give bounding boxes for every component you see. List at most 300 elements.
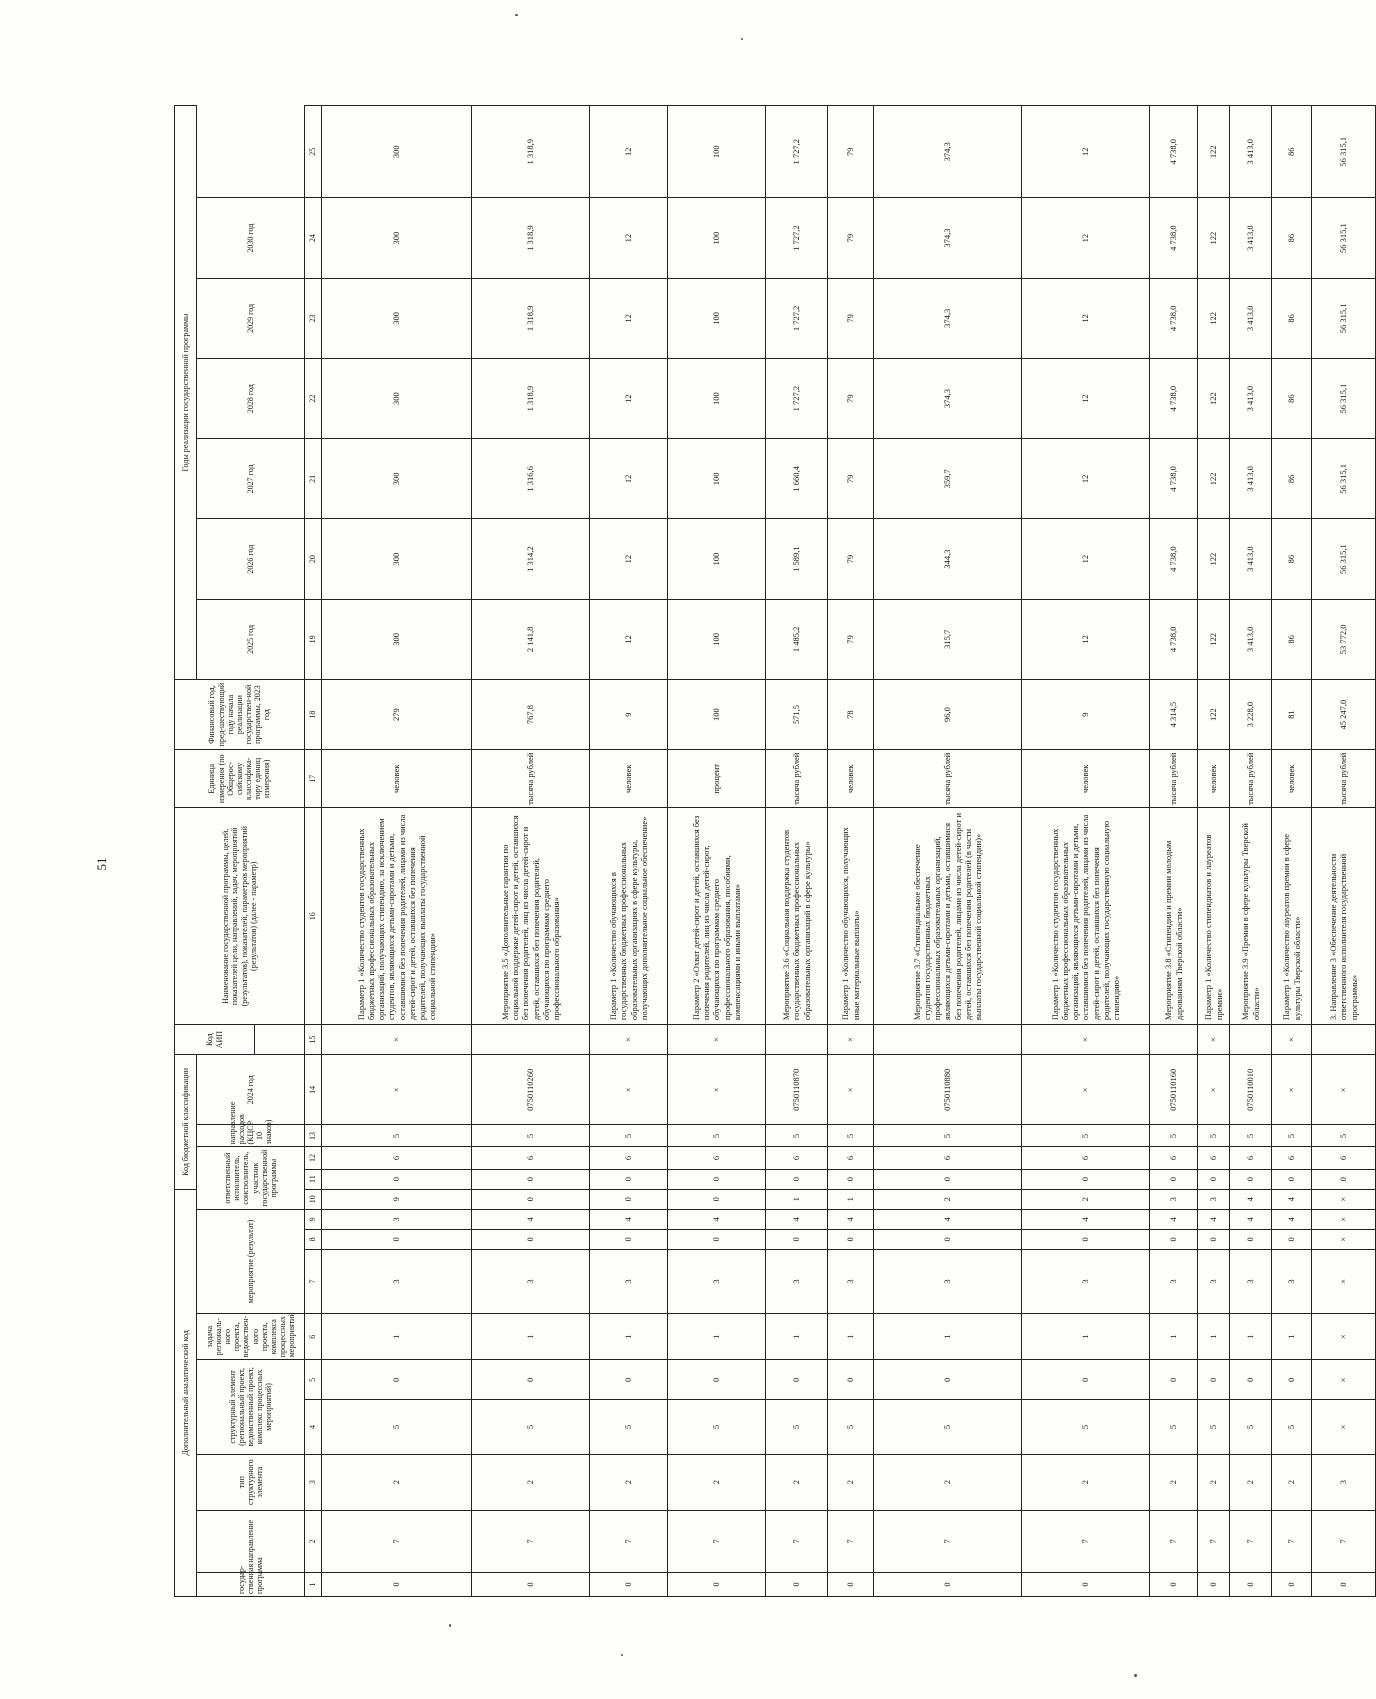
year-value-cell: 4 738,0 <box>1150 439 1198 519</box>
code-cell: × <box>1272 1055 1312 1125</box>
code-cell: 0 <box>1022 1169 1150 1189</box>
year-value-cell: 56 315,1 <box>1312 439 1376 519</box>
name-header: Наименование государственной программы, целей, показателей цели, направлений, задач, мероприятий (результатов), показателей, параметров мероприятий (результатов) (далее - параметр) <box>175 808 305 1025</box>
column-number-cell: 12 <box>305 1147 322 1169</box>
year-2028-header: 2028 год <box>197 358 305 438</box>
rotated-table-container <box>174 105 1359 1597</box>
year-2030-header: 2030 год <box>197 198 305 278</box>
year-2029-header: 2029 год <box>197 278 305 358</box>
code-cell: 7 <box>766 1510 828 1572</box>
year-value-cell: 122 <box>1198 519 1230 599</box>
code-cell: 0 <box>1272 1169 1312 1189</box>
code-cell: 5 <box>1312 1125 1376 1147</box>
code-cell: 0 <box>1150 1572 1198 1596</box>
year-value-cell: 56 315,1 <box>1312 278 1376 358</box>
code-cell: 0 <box>1312 1572 1376 1596</box>
code-cell: × <box>1272 1025 1312 1055</box>
code-cell: 6 <box>590 1147 668 1169</box>
year-value-cell: 122 <box>1198 599 1230 679</box>
code-cell: 0 <box>1312 1169 1376 1189</box>
additional-code-header: Дополнительный аналитический код <box>175 1189 197 1596</box>
code-cell: 0 <box>472 1229 590 1249</box>
year-value-cell: 56 315,1 <box>1312 198 1376 278</box>
code-cell: 6 <box>1272 1147 1312 1169</box>
code-cell: × <box>590 1055 668 1125</box>
unit-cell: тысяча рублей <box>1312 750 1376 808</box>
unit-cell: человек <box>828 750 874 808</box>
base-year-value-cell: 279 <box>322 679 472 749</box>
year-value-cell: 1 318,9 <box>472 106 590 198</box>
column-number-cell: 4 <box>305 1400 322 1454</box>
year-value-cell: 1 727,2 <box>766 358 828 438</box>
row-name-cell: Мероприятие 3.9 «Премии в сфере культуры Тверской области» <box>1230 808 1272 1025</box>
code-cell: 2 <box>1150 1454 1198 1510</box>
code-cell: 7 <box>590 1510 668 1572</box>
gp-header: государ-ственная программа <box>197 1572 305 1596</box>
code-cell: 7 <box>1150 1510 1198 1572</box>
code-cell: × <box>1312 1189 1376 1209</box>
code-cell: 2 <box>590 1454 668 1510</box>
code-cell: 0 <box>766 1229 828 1249</box>
code-cell: 1 <box>668 1314 766 1360</box>
code-cell: 0 <box>668 1360 766 1400</box>
year-value-cell: 3 413,0 <box>1230 278 1272 358</box>
column-number-cell: 6 <box>305 1314 322 1360</box>
code-cell: 0 <box>874 1169 1022 1189</box>
column-number-cell: 19 <box>305 599 322 679</box>
year-value-cell: 79 <box>828 278 874 358</box>
code-cell: × <box>668 1055 766 1125</box>
code-cell: 0 <box>1272 1229 1312 1249</box>
table-row <box>1312 106 1376 1597</box>
year-value-cell: 3 413,0 <box>1230 439 1272 519</box>
year-value-cell: 79 <box>828 198 874 278</box>
year-2027-header: 2027 год <box>197 439 305 519</box>
code-cell: 4 <box>1022 1209 1150 1229</box>
code-cell: 3 <box>1312 1454 1376 1510</box>
code-cell: × <box>590 1025 668 1055</box>
year-value-cell: 100 <box>668 198 766 278</box>
row-name-cell: Параметр 1 «Количество лауреатов премии в сфере культуры Тверской области» <box>1272 808 1312 1025</box>
year-value-cell: 3 413,0 <box>1230 358 1272 438</box>
code-cell: 0 <box>874 1572 1022 1596</box>
scan-speck <box>1134 1674 1137 1677</box>
year-2024-header: 2024 год <box>197 1055 305 1125</box>
year-value-cell: 56 315,1 <box>1312 519 1376 599</box>
unit-cell: процент <box>668 750 766 808</box>
scan-speck <box>449 1624 451 1627</box>
code-cell <box>1312 1025 1376 1055</box>
code-cell: 5 <box>1022 1400 1150 1454</box>
year-value-cell: 86 <box>1272 358 1312 438</box>
code-cell: 5 <box>322 1125 472 1147</box>
table-row <box>1230 106 1272 1597</box>
code-cell: × <box>1198 1025 1230 1055</box>
code-cell: 1 <box>874 1314 1022 1360</box>
code-cell: 2 <box>668 1454 766 1510</box>
column-number-cell: 24 <box>305 198 322 278</box>
year-2025-header: 2025 год <box>197 599 305 679</box>
base-year-value-cell: 4 314,5 <box>1150 679 1198 749</box>
column-number-cell: 11 <box>305 1169 322 1189</box>
year-value-cell: 300 <box>322 439 472 519</box>
column-number-cell: 5 <box>305 1360 322 1400</box>
code-cell: 1 <box>472 1314 590 1360</box>
year-value-cell: 100 <box>668 599 766 679</box>
direction-header: направление <box>197 1510 305 1572</box>
code-cell: 2 <box>828 1454 874 1510</box>
code-cell: 5 <box>1150 1400 1198 1454</box>
year-value-cell: 122 <box>1198 358 1230 438</box>
year-value-cell: 86 <box>1272 278 1312 358</box>
row-name-cell: Мероприятие 3.5 «Дополнительные гарантии по социальной поддержке детей-сирот и детей, оставшихся без попечения родителей, лиц из числа детей-сирот и детей, оставшихся без попечения родителей, обучающихся по программам среднего профессионального образования» <box>472 808 590 1025</box>
year-value-cell: 4 738,0 <box>1150 358 1198 438</box>
code-cell: 5 <box>1022 1125 1150 1147</box>
code-cell: 4 <box>1272 1209 1312 1229</box>
code-cell: 0 <box>1022 1360 1150 1400</box>
row-name-cell: Мероприятие 3.7 «Стипендиальное обеспечение студентов государственных бюджетных профессиональных образовательных организаций, являющихся детьми-сиротами и детьми, оставшимися без попечения родителей, лицами из числа детей-сирот и детей, оставшихся без попечения родителей (в части выплаты государственной социальной стипендии)» <box>874 808 1022 1025</box>
code-cell: 3 <box>668 1249 766 1313</box>
year-value-cell: 79 <box>828 599 874 679</box>
code-cell: × <box>322 1025 472 1055</box>
year-value-cell: 1 727,2 <box>766 106 828 198</box>
code-cell: 0 <box>828 1229 874 1249</box>
base-year-header: Финансовый год, пред-шествующий году начала реализации государствен-ной программы, 2023 год <box>175 679 305 749</box>
code-cell: 0 <box>590 1229 668 1249</box>
code-cell: 2 <box>322 1454 472 1510</box>
column-number-cell: 7 <box>305 1249 322 1313</box>
code-cell: 4 <box>1150 1209 1198 1229</box>
base-year-value-cell: 9 <box>590 679 668 749</box>
code-cell: 0 <box>828 1169 874 1189</box>
code-cell: 0 <box>590 1360 668 1400</box>
code-cell: 0 <box>828 1572 874 1596</box>
code-cell: 5 <box>828 1400 874 1454</box>
code-cell: 6 <box>828 1147 874 1169</box>
code-cell: 0 <box>1230 1572 1272 1596</box>
code-cell: 0 <box>828 1360 874 1400</box>
year-value-cell: 79 <box>828 106 874 198</box>
code-cell: 5 <box>668 1400 766 1454</box>
column-number-cell: 22 <box>305 358 322 438</box>
code-cell: 7 <box>322 1510 472 1572</box>
code-cell: 0 <box>766 1169 828 1189</box>
year-value-cell: 1 318,9 <box>472 358 590 438</box>
struct-element-header: структурный элемент (региональный проект, ведомственный проект, комплекс процессных мероприятий) <box>197 1360 305 1454</box>
code-cell: 5 <box>590 1400 668 1454</box>
code-cell <box>1150 1025 1198 1055</box>
column-number-cell: 18 <box>305 679 322 749</box>
year-value-cell: 100 <box>668 278 766 358</box>
code-cell: 3 <box>1198 1249 1230 1313</box>
scan-speck <box>621 1654 623 1656</box>
code-cell: 7 <box>1230 1510 1272 1572</box>
code-cell: 1 <box>766 1189 828 1209</box>
column-number-cell: 10 <box>305 1189 322 1209</box>
executor-header: ответственный исполнитель, соисполнитель, участник государственной программы <box>197 1147 305 1209</box>
base-year-value-cell: 3 228,0 <box>1230 679 1272 749</box>
year-value-cell: 12 <box>590 198 668 278</box>
year-value-cell: 4 738,0 <box>1150 519 1198 599</box>
year-value-cell: 12 <box>1022 358 1150 438</box>
code-cell: 1 <box>322 1314 472 1360</box>
row-name-cell: 3. Направление 3 «Обеспечение деятельности ответственного исполнителя государственной программы» <box>1312 808 1376 1025</box>
table-row <box>322 106 472 1597</box>
code-cell: 6 <box>1230 1147 1272 1169</box>
code-cell: 6 <box>766 1147 828 1169</box>
code-cell: × <box>828 1025 874 1055</box>
base-year-value-cell: 767,8 <box>472 679 590 749</box>
base-year-value-cell: 100 <box>668 679 766 749</box>
code-cell: 0 <box>1230 1229 1272 1249</box>
code-cell: 7 <box>1312 1510 1376 1572</box>
unit-cell: человек <box>1022 750 1150 808</box>
table-row <box>668 106 766 1597</box>
code-cell: 1 <box>1022 1314 1150 1360</box>
year-value-cell: 1 314,2 <box>472 519 590 599</box>
code-cell: 3 <box>472 1249 590 1313</box>
code-cell: 6 <box>668 1147 766 1169</box>
year-value-cell: 12 <box>1022 599 1150 679</box>
code-cell: 0 <box>1230 1360 1272 1400</box>
code-cell: 4 <box>668 1209 766 1229</box>
year-value-cell: 122 <box>1198 278 1230 358</box>
unit-cell: тысяча рублей <box>472 750 590 808</box>
year-value-cell: 4 738,0 <box>1150 599 1198 679</box>
table-row <box>472 106 590 1597</box>
code-cell: 3 <box>322 1249 472 1313</box>
year-value-cell: 12 <box>590 358 668 438</box>
unit-cell: человек <box>1272 750 1312 808</box>
unit-cell: тысяча рублей <box>1230 750 1272 808</box>
row-name-cell: Параметр 1 «Количество студентов государственных бюджетных профессиональных образовательных организаций, получающих стипендию, за исключением студентов, являющихся детьми-сиротами и детьми, оставшимися без попечения родителей, лицами из числа детей-сирот и детей, оставшихся без попечения родителей, получающих выплаты государственной социальной стипендии» <box>322 808 472 1025</box>
code-cell: 6 <box>1150 1147 1198 1169</box>
code-cell: 7 <box>828 1510 874 1572</box>
code-cell: 0 <box>322 1572 472 1596</box>
code-cell: 0 <box>1022 1229 1150 1249</box>
code-cell: 5 <box>472 1400 590 1454</box>
code-cell: 5 <box>590 1125 668 1147</box>
row-name-cell: Мероприятие 3.6 «Социальная поддержка студентов государственных бюджетных профессиональных образовательных организаций в сфере культуры» <box>766 808 828 1025</box>
code-cell: 2 <box>874 1454 1022 1510</box>
column-number-cell: 14 <box>305 1055 322 1125</box>
code-cell: 2 <box>1198 1454 1230 1510</box>
year-value-cell: 12 <box>1022 198 1150 278</box>
code-cell: × <box>1312 1209 1376 1229</box>
year-value-cell: 4 738,0 <box>1150 106 1198 198</box>
base-year-value-cell: 96,0 <box>874 679 1022 749</box>
table-row <box>874 106 1022 1597</box>
code-cell: 0750110880 <box>874 1055 1022 1125</box>
column-number-cell: 3 <box>305 1454 322 1510</box>
year-value-cell: 12 <box>1022 439 1150 519</box>
code-cell: 0 <box>322 1229 472 1249</box>
year-value-cell: 1 589,1 <box>766 519 828 599</box>
code-cell: 5 <box>1150 1125 1198 1147</box>
code-cell: 3 <box>1022 1249 1150 1313</box>
column-number-cell: 21 <box>305 439 322 519</box>
base-year-value-cell: 78 <box>828 679 874 749</box>
code-cell: 5 <box>828 1125 874 1147</box>
code-cell: 5 <box>1198 1400 1230 1454</box>
code-cell: × <box>1312 1314 1376 1360</box>
code-cell: 3 <box>1198 1189 1230 1209</box>
unit-cell: тысяча рублей <box>766 750 828 808</box>
code-cell: 4 <box>828 1209 874 1229</box>
row-name-cell: Параметр 1 «Количество студентов государственных бюджетных профессиональных образовательных организаций, являющихся детьми-сиротами и детьми, оставшимися без попечения родителей, лицами из числа детей-сирот и детей, оставшихся без попечения родителей, получающих государственную социальную стипендию» <box>1022 808 1150 1025</box>
year-value-cell: 2 141,8 <box>472 599 590 679</box>
code-cell: 3 <box>1150 1189 1198 1209</box>
row-name-cell: Параметр 1 «Количество обучающихся, получающих иные материальные выплаты» <box>828 808 874 1025</box>
year-value-cell: 1 660,4 <box>766 439 828 519</box>
column-number-cell: 25 <box>305 106 322 198</box>
code-cell: 0 <box>1272 1572 1312 1596</box>
code-cell: 0 <box>1272 1360 1312 1400</box>
year-value-cell: 300 <box>322 358 472 438</box>
row-name-cell: Мероприятие 3.8 «Стипендии и премии молодым дарованиям Тверской области» <box>1150 808 1198 1025</box>
code-cell: 1 <box>828 1189 874 1209</box>
code-cell: 3 <box>766 1249 828 1313</box>
table-row <box>1022 106 1150 1597</box>
code-cell: 6 <box>1022 1147 1150 1169</box>
code-cell: 5 <box>668 1125 766 1147</box>
year-value-cell: 79 <box>828 358 874 438</box>
code-cell: 0 <box>1198 1360 1230 1400</box>
code-cell: 3 <box>322 1209 472 1229</box>
code-cell: 1 <box>828 1314 874 1360</box>
column-number-cell: 15 <box>305 1025 322 1055</box>
column-number-cell: 23 <box>305 278 322 358</box>
code-cell: 0 <box>590 1572 668 1596</box>
code-cell: 0 <box>1150 1229 1198 1249</box>
code-cell <box>472 1025 590 1055</box>
year-value-cell: 315,7 <box>874 599 1022 679</box>
code-cell: 0 <box>1150 1360 1198 1400</box>
code-cell: 0 <box>1230 1169 1272 1189</box>
year-value-cell: 374,3 <box>874 278 1022 358</box>
code-cell: 4 <box>874 1209 1022 1229</box>
code-cell: 2 <box>1230 1454 1272 1510</box>
code-cell: 5 <box>1198 1125 1230 1147</box>
code-cell: 4 <box>1198 1209 1230 1229</box>
year-value-cell: 12 <box>590 599 668 679</box>
year-value-cell: 12 <box>590 439 668 519</box>
year-value-cell: 300 <box>322 198 472 278</box>
column-number-cell: 20 <box>305 519 322 599</box>
code-cell: 0 <box>1022 1572 1150 1596</box>
base-year-value-cell: 9 <box>1022 679 1150 749</box>
year-value-cell: 100 <box>668 519 766 599</box>
code-cell: 0 <box>590 1169 668 1189</box>
code-cell: 7 <box>874 1510 1022 1572</box>
column-number-cell: 13 <box>305 1125 322 1147</box>
year-value-cell: 79 <box>828 519 874 599</box>
code-cell: 3 <box>1230 1249 1272 1313</box>
code-cell: × <box>668 1025 766 1055</box>
code-cell: 0 <box>322 1169 472 1189</box>
code-cell: 3 <box>874 1249 1022 1313</box>
code-cell: 1 <box>1150 1314 1198 1360</box>
code-cell: 2 <box>472 1454 590 1510</box>
code-cell <box>874 1025 1022 1055</box>
measure-header: мероприятие (результат) <box>197 1209 305 1313</box>
column-number-cell: 17 <box>305 750 322 808</box>
unit-cell: человек <box>590 750 668 808</box>
code-cell: 4 <box>1272 1189 1312 1209</box>
table-row <box>1198 106 1230 1597</box>
code-cell: 0 <box>322 1360 472 1400</box>
year-value-cell: 4 738,0 <box>1150 278 1198 358</box>
code-cell <box>766 1025 828 1055</box>
unit-cell: тысяча рублей <box>1150 750 1198 808</box>
code-cell: 7 <box>472 1510 590 1572</box>
code-cell: 0 <box>472 1360 590 1400</box>
code-cell: 0750110870 <box>766 1055 828 1125</box>
code-cell: 2 <box>1022 1454 1150 1510</box>
code-cell: 7 <box>1198 1510 1230 1572</box>
year-value-cell: 12 <box>590 106 668 198</box>
code-cell: 4 <box>590 1209 668 1229</box>
code-cell: × <box>1312 1360 1376 1400</box>
code-cell: 6 <box>322 1147 472 1169</box>
year-value-cell: 374,3 <box>874 106 1022 198</box>
code-cell: 0 <box>590 1189 668 1209</box>
code-cell: 5 <box>472 1125 590 1147</box>
code-cell: 3 <box>590 1249 668 1313</box>
code-cell: 5 <box>874 1125 1022 1147</box>
code-cell: 0 <box>472 1189 590 1209</box>
unit-header: Единица измерения (по Общерос-сийскому классифика-тору единиц измерения) <box>175 750 305 808</box>
code-cell: 0 <box>668 1229 766 1249</box>
code-cell: × <box>1312 1055 1376 1125</box>
year-value-cell: 86 <box>1272 439 1312 519</box>
code-cell: 7 <box>1272 1510 1312 1572</box>
base-year-value-cell: 45 247,0 <box>1312 679 1376 749</box>
code-cell: 2 <box>766 1454 828 1510</box>
code-cell: 6 <box>472 1147 590 1169</box>
row-name-cell: Параметр 2 «Охват детей-сирот и детей, оставшихся без попечения родителей, лиц из числа детей-сирот, обучающихся по программам среднего профессионального образования, пособиями, компенсациями и иными выплатами» <box>668 808 766 1025</box>
code-cell: 0 <box>766 1360 828 1400</box>
year-value-cell: 53 772,0 <box>1312 599 1376 679</box>
expense-dir-header: направление расходов (КЦСР 10 знаков) <box>197 1125 305 1147</box>
year-value-cell: 122 <box>1198 198 1230 278</box>
code-cell: × <box>1312 1229 1376 1249</box>
task-header: задача региональ-ного проекта, ведомствен-ного проекта, комплекса процессных мероприятий <box>197 1314 305 1360</box>
code-cell: 1 <box>1230 1314 1272 1360</box>
code-cell <box>1230 1025 1272 1055</box>
code-cell: 2 <box>1272 1454 1312 1510</box>
code-cell: 0 <box>668 1169 766 1189</box>
code-cell: 5 <box>766 1400 828 1454</box>
budget-program-table <box>174 105 1376 1597</box>
year-value-cell: 300 <box>322 519 472 599</box>
code-cell: 0 <box>668 1189 766 1209</box>
code-cell: 1 <box>766 1314 828 1360</box>
year-value-cell: 359,7 <box>874 439 1022 519</box>
code-cell: 6 <box>1312 1147 1376 1169</box>
code-cell: × <box>1022 1055 1150 1125</box>
year-value-cell: 86 <box>1272 599 1312 679</box>
year-value-cell: 3 413,0 <box>1230 599 1272 679</box>
row-name-cell: Параметр 1 «Количество обучающихся в государственных бюджетных профессиональных образовательных организациях в сфере культуры, получающих дополнительное социальное обеспечение» <box>590 808 668 1025</box>
code-cell: × <box>1198 1055 1230 1125</box>
code-cell: 7 <box>668 1510 766 1572</box>
code-cell: 3 <box>1272 1249 1312 1313</box>
table-row <box>766 106 828 1597</box>
year-value-cell: 86 <box>1272 106 1312 198</box>
code-cell: 3 <box>1150 1249 1198 1313</box>
code-cell: 4 <box>1230 1209 1272 1229</box>
